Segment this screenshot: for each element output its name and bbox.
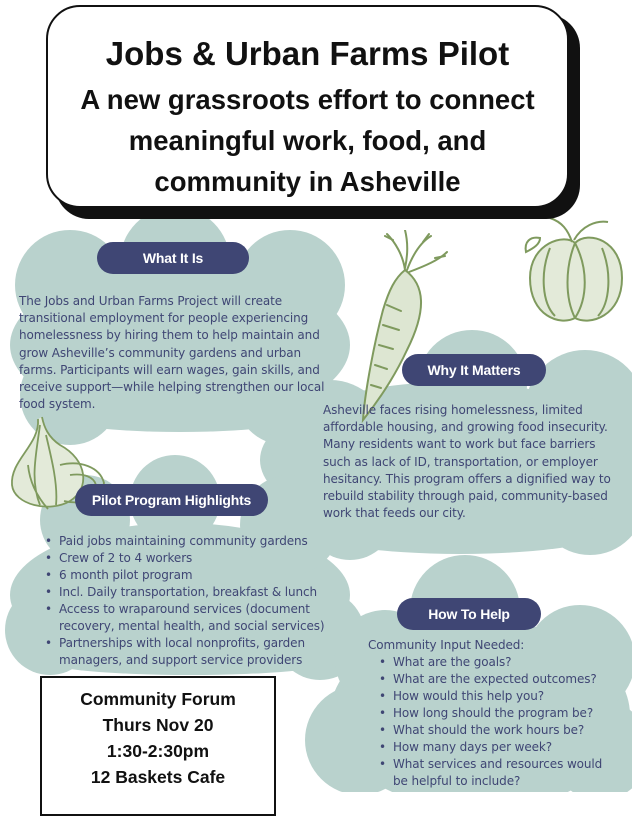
how-to-help-list [379, 654, 614, 790]
why-it-matters-heading: Why It Matters [402, 354, 546, 386]
list-item: • 6 month pilot program [45, 567, 335, 584]
list-item: • What services and resources would be helpful to include? [379, 756, 614, 790]
page-subtitle: A new grassroots effort to connect meaningful work, food, and community in Asheville [80, 84, 535, 197]
how-to-help-heading: How To Help [397, 598, 541, 630]
forum-time: 1:30-2:30pm [106, 741, 210, 761]
what-it-is-heading: What It Is [97, 242, 249, 274]
pumpkin-icon [510, 208, 632, 333]
list-item: • Paid jobs maintaining community gardens [45, 533, 335, 550]
highlights-list [45, 533, 335, 669]
list-item: • What are the goals? [379, 654, 614, 671]
how-to-help-intro: Community Input Needed: [368, 638, 525, 652]
what-it-is-text: The Jobs and Urban Farms Project will create transitional employment for people experiencing homelessness by hiring them to help maintain and grow Asheville’s community gardens and urban farms. Participants will earn wages, gain skills, and receive support—while helping strengthen our local food system. [19, 294, 325, 412]
title-box [46, 5, 569, 208]
list-item: • How long should the program be? [379, 705, 614, 722]
list-item: • Incl. Daily transportation, breakfast & lunch [45, 584, 335, 601]
community-forum-box [40, 676, 276, 816]
list-item: • How many days per week? [379, 739, 614, 756]
list-item: • What should the work hours be? [379, 722, 614, 739]
list-item: • What are the expected outcomes? [379, 671, 614, 688]
why-it-matters-text: Asheville faces rising homelessness, limited affordable housing, and growing food insecurity. Many residents want to work but face barriers such as lack of ID, transportation, or employer hesitancy. This program offers a dignified way to rebuild stability through paid, community-based work that feeds our city. [323, 403, 611, 521]
list-item: • Access to wraparound services (document recovery, mental health, and social services) [45, 601, 335, 635]
forum-place: 12 Baskets Cafe [90, 767, 226, 787]
list-item: • Crew of 2 to 4 workers [45, 550, 335, 567]
list-item: • How would this help you? [379, 688, 614, 705]
carrot-icon [335, 230, 455, 430]
forum-title: Community Forum [80, 689, 236, 709]
page-title: Jobs & Urban Farms Pilot [105, 35, 510, 72]
highlights-heading: Pilot Program Highlights [75, 484, 268, 516]
list-item: • Partnerships with local nonprofits, garden managers, and support service providers [45, 635, 335, 669]
forum-date: Thurs Nov 20 [102, 715, 214, 735]
